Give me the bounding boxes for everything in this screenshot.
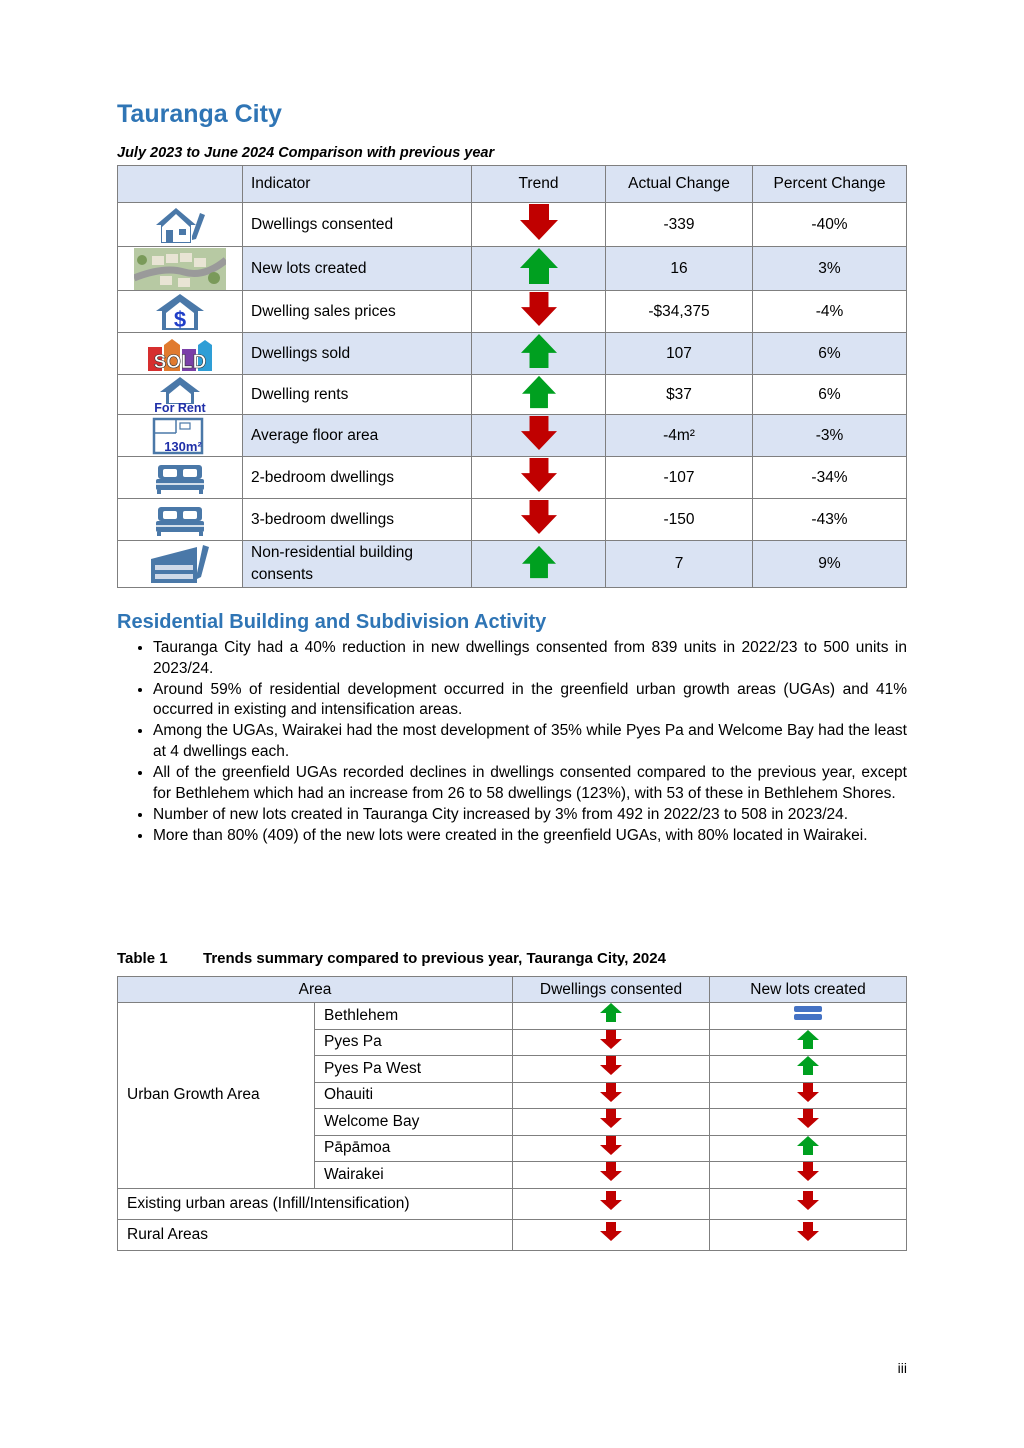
trend-down-arrow-icon: [599, 1191, 623, 1211]
table-row: [118, 541, 907, 588]
house-pencil-icon: [152, 205, 208, 245]
table-row: [118, 333, 907, 375]
indicator-label: Average floor area: [243, 415, 472, 457]
indicator-label: Dwelling rents: [243, 375, 472, 415]
list-item: • All of the greenfield UGAs recorded declines in dwellings consented compared to the previous year, except for Bethlehem which had an increase from 26 to 58 dwellings (123%), with 53 of these in Bethlehem Shores.: [153, 763, 907, 804]
trend-down-arrow-icon: [796, 1222, 820, 1242]
trend-up-arrow-icon: [520, 375, 558, 409]
actual-change-value: 16: [606, 247, 753, 291]
list-item: • Tauranga City had a 40% reduction in new dwellings consented from 839 units in 2022/23 to 500 units in 2023/24.: [153, 638, 907, 679]
floor-plan-icon: [150, 417, 210, 455]
new-lots-created-column-header: New lots created: [710, 977, 907, 1003]
trend-equal-icon: [793, 1005, 823, 1021]
bed-icon: [154, 503, 206, 537]
area-column-header: Area: [118, 977, 513, 1003]
percent-change-value: -34%: [753, 457, 907, 499]
table-row: [118, 1219, 907, 1250]
icon-cell: [118, 333, 243, 375]
trend-down-arrow-icon: [796, 1083, 820, 1103]
table-row: [118, 457, 907, 499]
actual-change-value: -150: [606, 499, 753, 541]
area-name: Welcome Bay: [315, 1109, 513, 1136]
list-item: • Among the UGAs, Wairakei had the most development of 35% while Pyes Pa and Welcome Bay had the least at 4 dwellings each.: [153, 721, 907, 762]
icon-cell: [118, 247, 243, 291]
actual-change-value: 7: [606, 541, 753, 588]
trend-up-arrow-icon: [519, 333, 559, 369]
percent-change-value: -3%: [753, 415, 907, 457]
trend-up-arrow-icon: [796, 1056, 820, 1076]
sold-sign-text: SOLD: [153, 351, 207, 373]
trend-cell: [472, 247, 606, 291]
list-item: • Around 59% of residential development occurred in the greenfield urban growth areas (UGAs) and 41% occurred in existing and intensification areas.: [153, 680, 907, 721]
lots-trend-cell: [710, 1135, 907, 1162]
percent-change-value: -40%: [753, 203, 907, 247]
percent-change-value: 3%: [753, 247, 907, 291]
dwellings-trend-cell: [513, 1109, 710, 1136]
indicator-label: 3-bedroom dwellings: [243, 499, 472, 541]
icon-cell: [118, 375, 243, 415]
dwellings-trend-cell: [513, 1162, 710, 1189]
table-row: [118, 1188, 907, 1219]
trend-up-arrow-icon: [796, 1136, 820, 1156]
percent-change-value: -4%: [753, 291, 907, 333]
area-name: Existing urban areas (Infill/Intensification): [118, 1188, 513, 1219]
percent-change-column-header: Percent Change: [753, 166, 907, 203]
trend-down-arrow-icon: [599, 1030, 623, 1050]
table-row: [118, 203, 907, 247]
trend-down-arrow-icon: [519, 499, 559, 535]
trend-cell: [472, 333, 606, 375]
trends-table-header: [118, 977, 907, 1003]
trend-down-arrow-icon: [796, 1162, 820, 1182]
trend-cell: [472, 375, 606, 415]
area-name: Wairakei: [315, 1162, 513, 1189]
percent-change-value: 6%: [753, 333, 907, 375]
icon-cell: [118, 541, 243, 588]
actual-change-value: -4m²: [606, 415, 753, 457]
area-name: Pyes Pa: [315, 1029, 513, 1056]
dwellings-trend-cell: [513, 1029, 710, 1056]
area-name: Bethlehem: [315, 1003, 513, 1030]
trend-cell: [472, 291, 606, 333]
trend-up-arrow-icon: [796, 1030, 820, 1050]
trends-table-body: [118, 1003, 907, 1251]
house-dollar-icon: [154, 293, 206, 331]
section-heading: Residential Building and Subdivision Activity: [117, 611, 547, 633]
table-row: [118, 1003, 907, 1030]
dwellings-trend-cell: [513, 1056, 710, 1083]
indicator-label: Dwellings consented: [243, 203, 472, 247]
table-row: [118, 415, 907, 457]
trend-cell: [472, 457, 606, 499]
bullet-list: [117, 638, 907, 847]
trend-down-arrow-icon: [519, 457, 559, 493]
subdivision-map-icon: [134, 248, 226, 290]
actual-change-value: $37: [606, 375, 753, 415]
trend-column-header: Trend: [472, 166, 606, 203]
floor-area-text: 130m²: [164, 438, 202, 454]
lots-trend-cell: [710, 1219, 907, 1250]
trend-down-arrow-icon: [599, 1109, 623, 1129]
trend-down-arrow-icon: [519, 203, 559, 241]
trend-down-arrow-icon: [599, 1056, 623, 1076]
actual-change-value: -107: [606, 457, 753, 499]
indicator-column-header: Indicator: [243, 166, 472, 203]
dwellings-trend-cell: [513, 1003, 710, 1030]
trend-up-arrow-icon: [519, 247, 559, 285]
actual-change-column-header: Actual Change: [606, 166, 753, 203]
table-caption: [117, 950, 666, 967]
area-name: Pāpāmoa: [315, 1135, 513, 1162]
indicator-label: New lots created: [243, 247, 472, 291]
icon-cell: [118, 415, 243, 457]
icon-cell: [118, 499, 243, 541]
indicator-label: Dwellings sold: [243, 333, 472, 375]
trend-down-arrow-icon: [599, 1083, 623, 1103]
dwellings-trend-cell: [513, 1135, 710, 1162]
trend-up-arrow-icon: [520, 545, 558, 579]
dwellings-trend-cell: [513, 1188, 710, 1219]
percent-change-value: 6%: [753, 375, 907, 415]
table-row: [118, 499, 907, 541]
lots-trend-cell: [710, 1003, 907, 1030]
house-for-rent-icon: [148, 376, 212, 414]
trend-cell: [472, 541, 606, 588]
trend-down-arrow-icon: [599, 1162, 623, 1182]
actual-change-value: 107: [606, 333, 753, 375]
indicator-label: 2-bedroom dwellings: [243, 457, 472, 499]
lots-trend-cell: [710, 1056, 907, 1083]
indicator-label: Non-residential building consents: [243, 541, 472, 588]
actual-change-value: -$34,375: [606, 291, 753, 333]
lots-trend-cell: [710, 1188, 907, 1219]
trend-down-arrow-icon: [599, 1222, 623, 1242]
list-item: • More than 80% (409) of the new lots were created in the greenfield UGAs, with 80% located in Wairakei.: [153, 826, 907, 847]
trend-down-arrow-icon: [599, 1136, 623, 1156]
trend-down-arrow-icon: [519, 291, 559, 327]
trend-down-arrow-icon: [796, 1109, 820, 1129]
area-name: Pyes Pa West: [315, 1056, 513, 1083]
trends-summary-table: [117, 976, 907, 1251]
table-row: [118, 247, 907, 291]
dwellings-trend-cell: [513, 1082, 710, 1109]
lots-trend-cell: [710, 1162, 907, 1189]
trend-down-arrow-icon: [519, 415, 559, 451]
table-row: [118, 375, 907, 415]
area-name: Rural Areas: [118, 1219, 513, 1250]
actual-change-value: -339: [606, 203, 753, 247]
area-name: Ohauiti: [315, 1082, 513, 1109]
table-caption-text: Trends summary compared to previous year, Tauranga City, 2024: [203, 950, 666, 967]
dwellings-trend-cell: [513, 1219, 710, 1250]
indicator-table-header: [118, 166, 907, 203]
icon-column-header: [118, 166, 243, 203]
page-title: Tauranga City: [117, 100, 282, 128]
icon-cell: [118, 457, 243, 499]
bed-icon: [154, 461, 206, 495]
icon-cell: [118, 291, 243, 333]
sold-sign-icon: [147, 335, 213, 373]
page-number: iii: [897, 1360, 907, 1376]
trend-cell: [472, 415, 606, 457]
table-row: [118, 291, 907, 333]
commercial-building-icon: [149, 543, 211, 585]
lots-trend-cell: [710, 1029, 907, 1056]
indicator-label: Dwelling sales prices: [243, 291, 472, 333]
list-item: • Number of new lots created in Tauranga City increased by 3% from 492 in 2022/23 to 508 in 2023/24.: [153, 805, 907, 826]
icon-cell: [118, 203, 243, 247]
trend-cell: [472, 203, 606, 247]
trend-cell: [472, 499, 606, 541]
lots-trend-cell: [710, 1082, 907, 1109]
dwellings-consented-column-header: Dwellings consented: [513, 977, 710, 1003]
svg-text:$: $: [173, 306, 187, 331]
percent-change-value: -43%: [753, 499, 907, 541]
indicator-table: [117, 165, 907, 588]
lots-trend-cell: [710, 1109, 907, 1136]
percent-change-value: 9%: [753, 541, 907, 588]
group-label: Urban Growth Area: [118, 1003, 315, 1189]
for-rent-text: For Rent: [154, 400, 206, 414]
table-subtitle: July 2023 to June 2024 Comparison with previous year: [117, 145, 495, 161]
trend-up-arrow-icon: [599, 1003, 623, 1023]
trend-down-arrow-icon: [796, 1191, 820, 1211]
table-caption-number: Table 1: [117, 950, 168, 967]
